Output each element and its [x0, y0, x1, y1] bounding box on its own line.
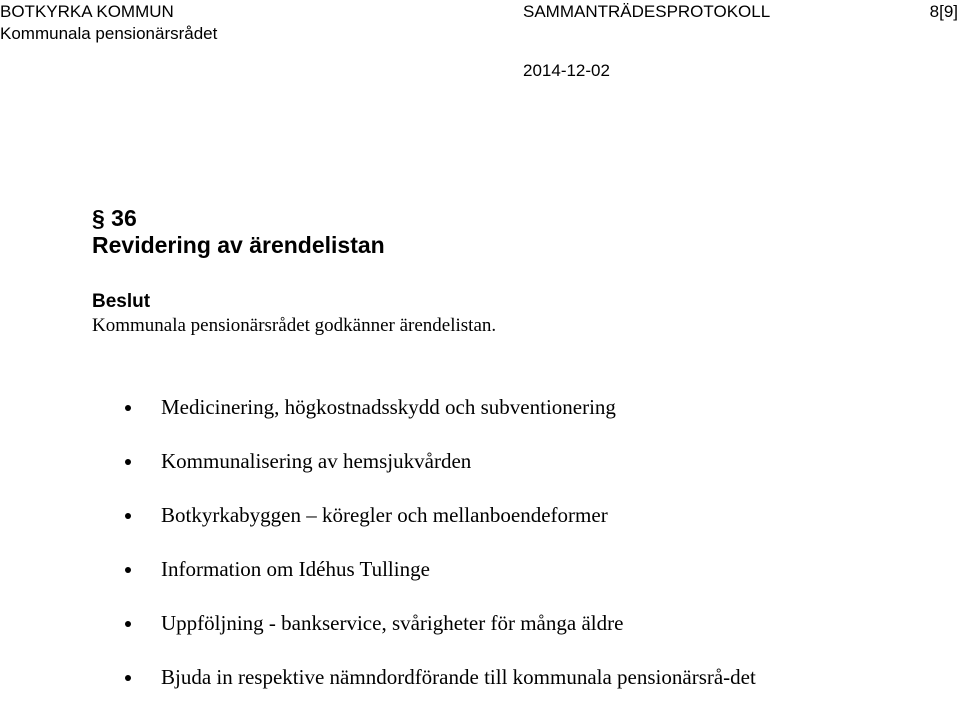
- agenda-item: [0, 611, 801, 636]
- organization-name: BOTKYRKA KOMMUN: [0, 2, 174, 21]
- section-title: Revidering av ärendelistan: [92, 232, 385, 258]
- decision-text: Kommunala pensionärsrådet godkänner ärendelistan.: [92, 315, 497, 336]
- section-number: § 36: [92, 205, 137, 231]
- bullet-icon: [125, 513, 131, 519]
- agenda-item: [0, 395, 801, 420]
- agenda-item: [0, 449, 801, 474]
- agenda-item-text: Uppföljning - bankservice, svårigheter för många äldre: [161, 611, 624, 635]
- agenda-list: [0, 395, 960, 719]
- agenda-item-text: Bjuda in respektive nämndordförande till kommunala pensionärsrå-det: [161, 665, 756, 689]
- decision-heading: Beslut: [92, 291, 151, 312]
- meeting-date: 2014-12-02: [523, 61, 610, 80]
- document-type: SAMMANTRÄDESPROTOKOLL: [523, 2, 771, 21]
- bullet-icon: [125, 459, 131, 465]
- bullet-icon: [125, 675, 131, 681]
- agenda-item-text: Kommunalisering av hemsjukvården: [161, 449, 472, 473]
- bullet-icon: [125, 405, 131, 411]
- agenda-item: [0, 557, 801, 582]
- agenda-item-text: Information om Idéhus Tullinge: [161, 557, 430, 581]
- page-number: 8[9]: [929, 2, 958, 21]
- agenda-item: [0, 503, 801, 528]
- committee-name: Kommunala pensionärsrådet: [0, 24, 218, 43]
- agenda-item-text: Medicinering, högkostnadsskydd och subventionering: [161, 395, 616, 419]
- bullet-icon: [125, 567, 131, 573]
- agenda-item: [0, 665, 801, 690]
- agenda-item-text: Botkyrkabyggen – köregler och mellanboendeformer: [161, 503, 608, 527]
- bullet-icon: [125, 621, 131, 627]
